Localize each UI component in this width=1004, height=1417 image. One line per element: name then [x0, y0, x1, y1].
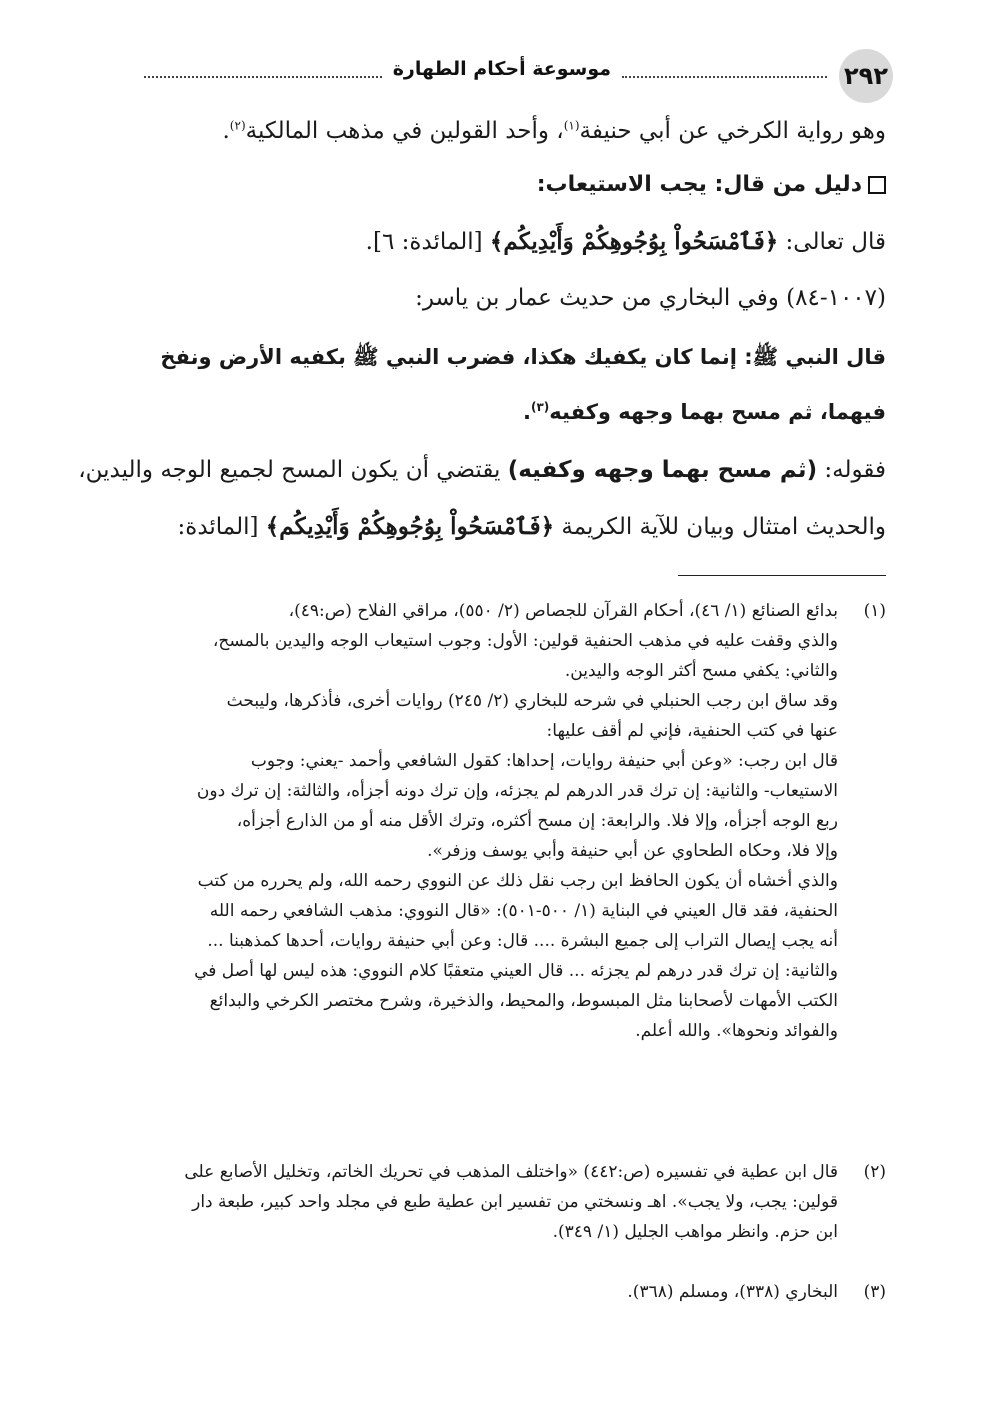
checkbox-square-icon [868, 176, 886, 194]
hadith-text-line-1: قال النبي ﷺ: إنما كان يكفيك هكذا، فضرب النبي ﷺ بكفيه الأرض ونفخ [160, 345, 886, 369]
header-dotted-rule-right [622, 76, 827, 78]
footnote-3 [120, 1277, 886, 1307]
header-dotted-rule-left [144, 76, 382, 78]
footnote-number: (١) [863, 601, 886, 621]
footnote-2 [120, 1157, 886, 1247]
footnote-ref-2[interactable]: (٢) [229, 118, 246, 133]
footnote-number: (٣) [863, 1282, 886, 1302]
footnote-text: بدائع الصنائع (١/ ٤٦)، أحكام القرآن للجصاص (٢/ ٥٥٠)، مراقي الفلاح (ص:٤٩)، والذي وقفت عليه في مذهب الحنفية قولين: الأول: وجوب استيعاب الوجه واليدين بالمسح، والثاني: يكفي مسح أكثر الوجه واليدين. وقد ساق ابن رجب الحنبلي في شرحه للبخاري (٢/ ٢٤٥) روايات أخرى، فأذكرها، وليبحث عنها في كتب الحنفية، فإني لم أقف عليها: قال ابن رجب: «وعن أبي حنيفة روايات، إحداها: كقول الشافعي وأحمد -يعني: وجوب الاستيعاب- والثانية: إن ترك قدر الدرهم لم يجزئه، وإن ترك دونه أجزأه، والثالثة: إن ترك دون ربع الوجه أجزأه، وإلا فلا. والرابعة: إن مسح أكثره، وترك الأقل منه أو من الذارع أجزأه، وإلا فلا، وحكاه الطحاوي عن أبي حنيفة وأبي يوسف وزفر». والذي أخشاه أن يكون الحافظ ابن رجب نقل ذلك عن النووي رحمه الله، ولم يحرره من كتب الحنفية، فقد قال العيني في البناية (١/ ٥٠٠-٥٠١): «قال النووي: مذهب الشافعي رحمه الله أنه يجب إيصال التراب إلى جميع البشرة .... قال: وعن أبي حنيفة روايات، أحدها كمذهبنا ... والثانية: إن ترك قدر درهم لم يجزئه ... قال العيني متعقبًا كلام النووي: هذه ليس لها أصل في الكتب الأمهات لأصحابنا مثل المبسوط، والمحيط، والذخيرة، وشرح مختصر الكرخي والبدائع والفوائد ونحوها». والله أعلم. [194, 601, 838, 1041]
section-heading: دليل من قال: يجب الاستيعاب: [116, 172, 886, 198]
footnote-ref-3[interactable]: (٣) [530, 400, 550, 414]
quran-verse: ﴿فَٱمْسَحُواْ بِوُجُوهِكُمْ وَأَيْدِيكُم﴾ [489, 228, 779, 255]
footnote-text: البخاري (٣٣٨)، ومسلم (٣٦٨). [627, 1282, 838, 1302]
paragraph-1: وهو رواية الكرخي عن أبي حنيفة$^{(١)}$، وأحد القولين في مذهب المالكية$^{(٢)}$. [222, 118, 886, 144]
footnote-ref-1[interactable]: (١) [563, 118, 580, 133]
paragraph-commentary-2: والحديث امتثال وبيان للآية الكريمة ﴿فَٱمْسَحُواْ بِوُجُوهِكُمْ وَأَيْدِيكُم﴾ [المائدة: [177, 513, 886, 540]
footnote-text: قال ابن عطية في تفسيره (ص:٤٤٢) «واختلف المذهب في تحريك الخاتم، وتخليل الأصابع على قولين: يجب، ولا يجب». اهـ ونسختي من تفسير ابن عطية طبع في مجلد واحد كبير، طبعة دار ابن حزم. وانظر مواهب الجليل (١/ ٣٤٩). [184, 1162, 838, 1242]
footnote-number: (٢) [863, 1162, 886, 1182]
paragraph-commentary-1: فقوله: (ثم مسح بهما وجهه وكفيه) يقتضي أن يكون المسح لجميع الوجه واليدين، [78, 457, 886, 483]
quran-verse: ﴿فَٱمْسَحُواْ بِوُجُوهِكُمْ وَأَيْدِيكُم﴾ [265, 513, 555, 540]
page-header [118, 44, 893, 100]
hadith-reference: (١٠٠٧-٨٤) وفي البخاري من حديث عمار بن ياسر: [415, 285, 886, 311]
page-number: ٢٩٢ [839, 49, 893, 103]
footnote-1 [120, 596, 886, 1046]
paragraph-quran-verse: قال تعالى: ﴿فَٱمْسَحُواْ بِوُجُوهِكُمْ وَأَيْدِيكُم﴾ [المائدة: ٦]. [365, 228, 886, 255]
footnote-separator [678, 575, 886, 576]
hadith-text-line-2: فيهما، ثم مسح بهما وجهه وكفيه$^{(٣)}$. [522, 400, 886, 424]
running-title: موسوعة أحكام الطهارة [392, 58, 611, 80]
